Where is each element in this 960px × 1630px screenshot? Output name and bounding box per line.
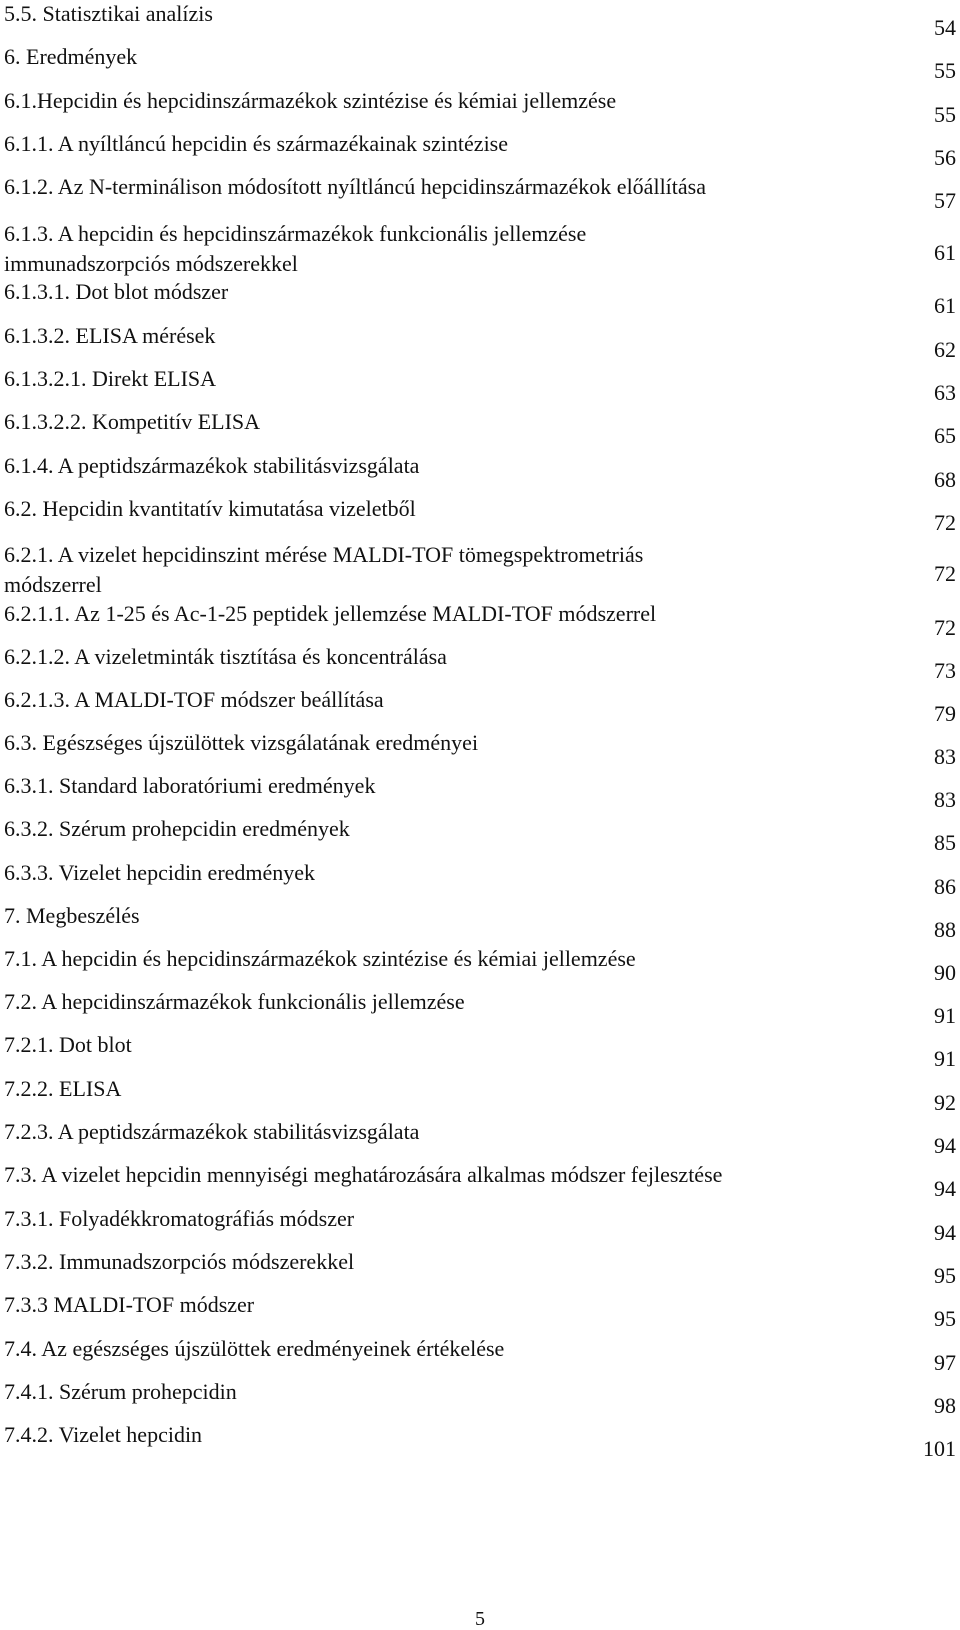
toc-entry[interactable] (0, 688, 960, 728)
toc-entry[interactable] (0, 774, 960, 814)
toc-entry-title: 6.3.1. Standard laboratóriumi eredmények (4, 773, 376, 798)
toc-entry-title: 6.3.3. Vizelet hepcidin eredmények (4, 860, 316, 885)
toc-entry[interactable] (0, 1163, 960, 1203)
toc-entry-title: 7.2.1. Dot blot (4, 1032, 132, 1057)
toc-entry-page: 92 (934, 1090, 956, 1115)
toc-entry-title: 6.2.1. A vizelet hepcidinszint mérése MALDI-TOF tömegspektrometriás módszerrel (4, 542, 644, 597)
toc-entry-page: 94 (934, 1176, 956, 1201)
toc-entry-title: 7.3.3 MALDI-TOF módszer (4, 1292, 255, 1317)
toc-entry-page: 91 (934, 1046, 956, 1071)
toc-entry[interactable] (0, 817, 960, 857)
toc-entry-page: 73 (934, 658, 956, 683)
toc-entry[interactable] (0, 1207, 960, 1247)
toc-entry[interactable] (0, 602, 960, 642)
toc-entry-title: 6.2.1.2. A vizeletminták tisztítása és koncentrálása (4, 644, 447, 669)
toc-entry-title: 6.1.1. A nyíltláncú hepcidin és származékainak szintézise (4, 131, 509, 156)
toc-entry[interactable] (0, 367, 960, 407)
toc-entry-page: 57 (934, 188, 956, 213)
toc-entry-title: 6.1.3.2. ELISA mérések (4, 323, 216, 348)
toc-entry[interactable] (0, 1423, 960, 1463)
toc-entry[interactable] (0, 1380, 960, 1420)
toc-entry-page: 88 (934, 917, 956, 942)
toc-entry[interactable] (0, 540, 960, 602)
toc-entry-title: 6.2.1.1. Az 1-25 és Ac-1-25 peptidek jellemzése MALDI-TOF módszerrel (4, 601, 657, 626)
toc-entry-title: 7.4. Az egészséges újszülöttek eredményeinek értékelése (4, 1336, 505, 1361)
toc-entry[interactable] (0, 1250, 960, 1290)
toc-entry-title: 7.4.2. Vizelet hepcidin (4, 1422, 203, 1447)
toc-entry-title: 7.3.1. Folyadékkromatográfiás módszer (4, 1206, 355, 1231)
toc-entry-title: 7.4.1. Szérum prohepcidin (4, 1379, 237, 1404)
toc-entry-page: 72 (934, 561, 956, 586)
toc-entry-page: 83 (934, 787, 956, 812)
toc-entry-page: 95 (934, 1306, 956, 1331)
toc-entry-page: 61 (934, 293, 956, 318)
toc-entry-title: 6.3. Egészséges újszülöttek vizsgálatának eredményei (4, 730, 479, 755)
toc-entry-title: 6.1.3.1. Dot blot módszer (4, 279, 229, 304)
toc-entry[interactable] (0, 1120, 960, 1160)
toc-entry-page: 68 (934, 467, 956, 492)
toc-entry-page: 98 (934, 1393, 956, 1418)
toc-entry[interactable] (0, 1293, 960, 1333)
toc-entry-page: 94 (934, 1133, 956, 1158)
toc-entry-title: 5.5. Statisztikai analízis (4, 1, 213, 26)
toc-entry-page: 97 (934, 1350, 956, 1375)
toc-entry[interactable] (0, 645, 960, 685)
toc-entry-title: 7.3. A vizelet hepcidin mennyiségi meghatározására alkalmas módszer fejlesztése (4, 1162, 723, 1187)
toc-entry[interactable] (0, 1033, 960, 1073)
toc-entry[interactable] (0, 1077, 960, 1117)
toc-entry-page: 101 (923, 1436, 956, 1461)
toc-entry-title: 7.2. A hepcidinszármazékok funkcionális jellemzése (4, 989, 465, 1014)
toc-entry-title: 6.3.2. Szérum prohepcidin eredmények (4, 816, 350, 841)
toc-entry[interactable] (0, 904, 960, 944)
toc-entry[interactable] (0, 219, 960, 281)
toc-entry[interactable] (0, 947, 960, 987)
toc-entry[interactable] (0, 132, 960, 172)
toc-entry-title: 6.1.4. A peptidszármazékok stabilitásvizsgálata (4, 453, 420, 478)
toc-entry-page: 56 (934, 145, 956, 170)
toc-entry[interactable] (0, 1337, 960, 1377)
toc-entry[interactable] (0, 454, 960, 494)
toc-entry[interactable] (0, 410, 960, 450)
toc-entry-title: 7.3.2. Immunadszorpciós módszerekkel (4, 1249, 355, 1274)
toc-entry-page: 94 (934, 1220, 956, 1245)
toc-entry-page: 72 (934, 510, 956, 535)
toc-entry-page: 62 (934, 337, 956, 362)
toc-entry[interactable] (0, 280, 960, 320)
toc-entry-page: 79 (934, 701, 956, 726)
toc-entry-page: 86 (934, 874, 956, 899)
toc-entry-title: 6.1.2. Az N-terminálison módosított nyíltláncú hepcidinszármazékok előállítása (4, 174, 706, 199)
toc-entry[interactable] (0, 175, 960, 215)
toc-entry-title: 7.1. A hepcidin és hepcidinszármazékok szintézise és kémiai jellemzése (4, 946, 636, 971)
toc-entry[interactable] (0, 990, 960, 1030)
toc-entry-page: 83 (934, 744, 956, 769)
toc-entry-title: 7. Megbeszélés (4, 903, 140, 928)
toc-entry[interactable] (0, 89, 960, 129)
toc-entry-page: 72 (934, 615, 956, 640)
toc-entry[interactable] (0, 45, 960, 85)
toc-entry[interactable] (0, 861, 960, 901)
toc-entry[interactable] (0, 731, 960, 771)
toc-entry-title: 6.1.3. A hepcidin és hepcidinszármazékok funkcionális jellemzése immunadszorpciós módszerekkel (4, 221, 587, 276)
toc-entry-page: 63 (934, 380, 956, 405)
toc-entry-page: 55 (934, 102, 956, 127)
toc-entry-page: 54 (934, 15, 956, 40)
toc-entry-title: 6. Eredmények (4, 44, 138, 69)
toc-entry-title: 6.2.1.3. A MALDI-TOF módszer beállítása (4, 687, 384, 712)
toc-entry-page: 85 (934, 830, 956, 855)
toc-entry-title: 6.2. Hepcidin kvantitatív kimutatása vizeletből (4, 496, 416, 521)
toc-entry-page: 61 (934, 240, 956, 265)
toc-entry-page: 95 (934, 1263, 956, 1288)
toc-entry[interactable] (0, 2, 960, 42)
toc-entry-page: 90 (934, 960, 956, 985)
toc-entry-title: 7.2.3. A peptidszármazékok stabilitásvizsgálata (4, 1119, 420, 1144)
toc-entry-page: 91 (934, 1003, 956, 1028)
toc-entry-title: 6.1.3.2.1. Direkt ELISA (4, 366, 217, 391)
toc-entry[interactable] (0, 497, 960, 537)
toc-entry-title: 6.1.Hepcidin és hepcidinszármazékok szintézise és kémiai jellemzése (4, 88, 617, 113)
toc-entry-page: 65 (934, 423, 956, 448)
toc-entry-page: 55 (934, 58, 956, 83)
toc-entry-title: 7.2.2. ELISA (4, 1076, 122, 1101)
page-number: 5 (475, 1608, 485, 1630)
toc-entry[interactable] (0, 324, 960, 364)
toc-entry-title: 6.1.3.2.2. Kompetitív ELISA (4, 409, 261, 434)
